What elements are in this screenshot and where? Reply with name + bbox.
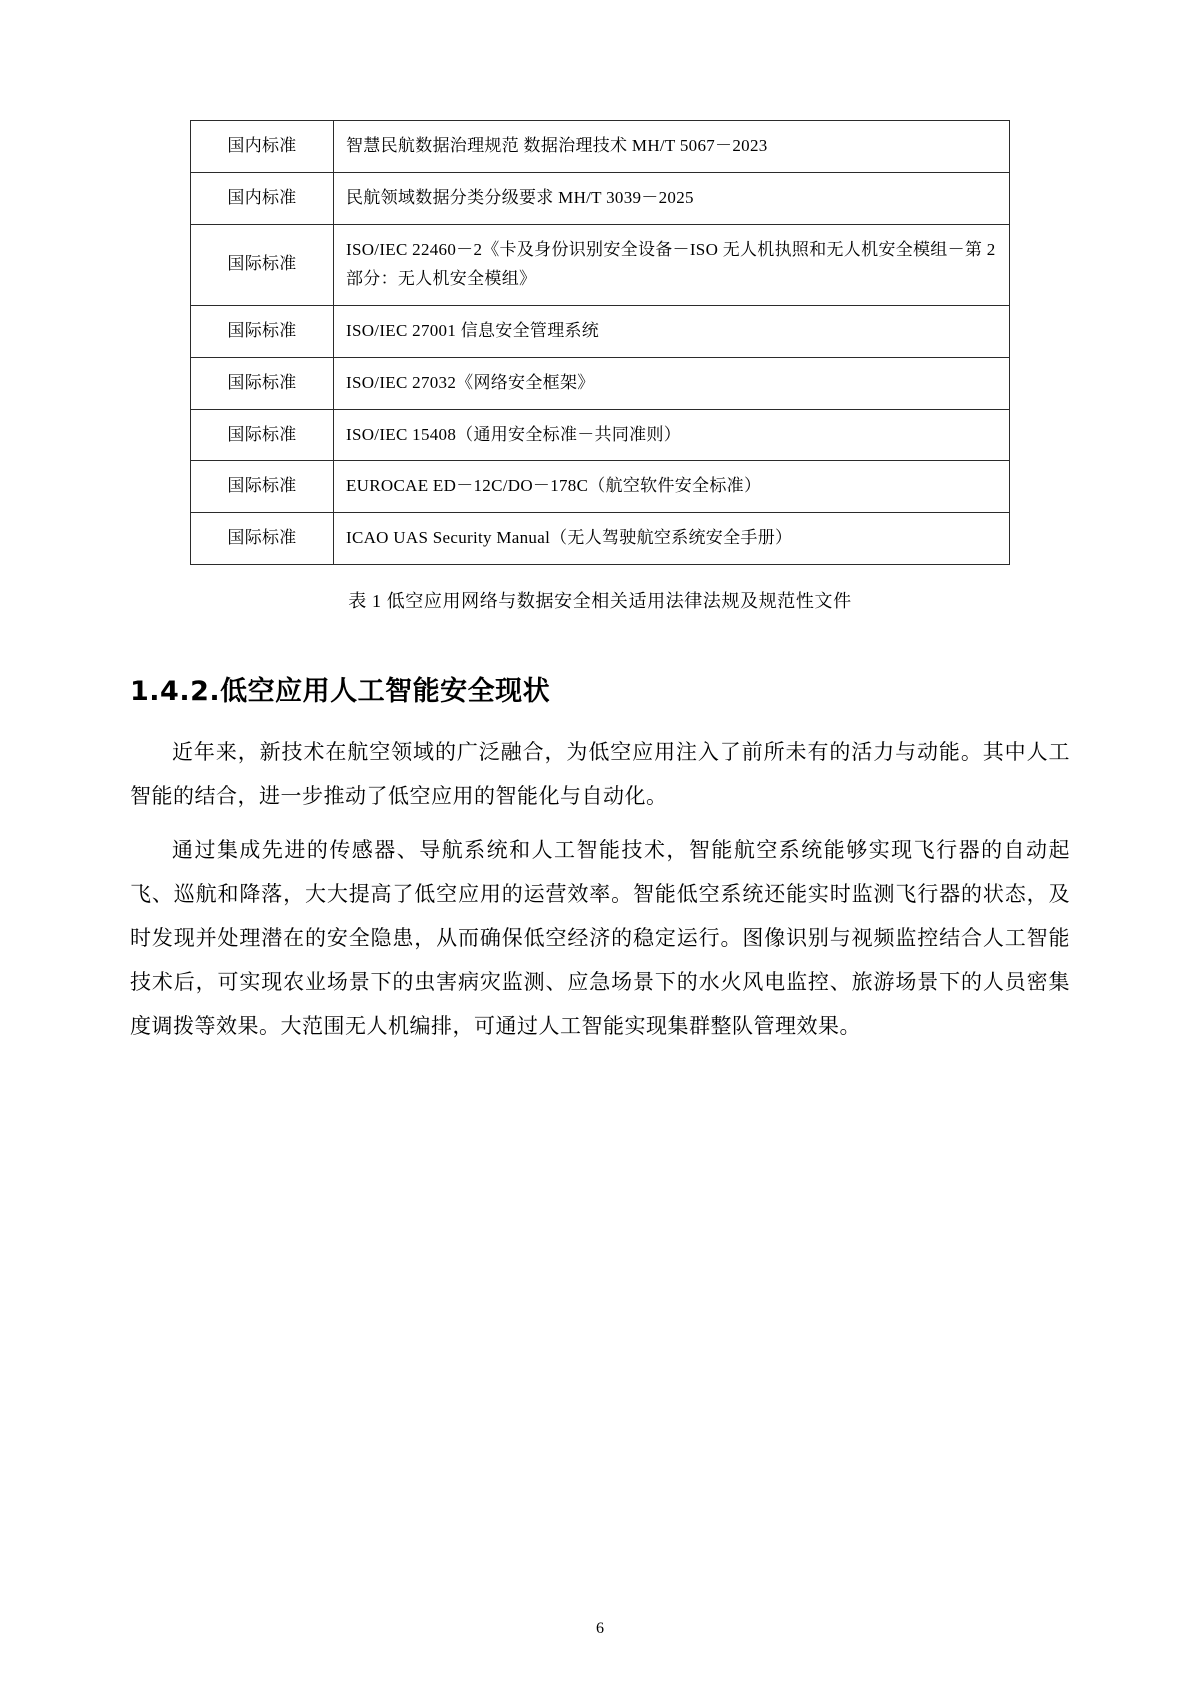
standards-table-body bbox=[191, 121, 1010, 565]
table-cell-description: ISO/IEC 15408（通用安全标准－共同准则） bbox=[334, 409, 1010, 461]
standards-table bbox=[190, 120, 1010, 565]
table-row bbox=[191, 224, 1010, 306]
table-cell-description: EUROCAE ED－12C/DO－178C（航空软件安全标准） bbox=[334, 461, 1010, 513]
table-cell-category: 国际标准 bbox=[191, 357, 334, 409]
table-cell-category: 国际标准 bbox=[191, 306, 334, 358]
table-caption: 表 1 低空应用网络与数据安全相关适用法律法规及规范性文件 bbox=[348, 590, 852, 611]
body-paragraph: 通过集成先进的传感器、导航系统和人工智能技术，智能航空系统能够实现飞行器的自动起飞、巡航和降落，大大提高了低空应用的运营效率。智能低空系统还能实时监测飞行器的状态，及时发现并处理潜在的安全隐患，从而确保低空经济的稳定运行。图像识别与视频监控结合人工智能技术后，可实现农业场景下的虫害病灾监测、应急场景下的水火风电监控、旅游场景下的人员密集度调拨等效果。大范围无人机编排，可通过人工智能实现集群整队管理效果。 bbox=[130, 837, 1070, 1039]
table-row bbox=[191, 172, 1010, 224]
table-cell-category: 国际标准 bbox=[191, 409, 334, 461]
table-cell-description: 民航领域数据分类分级要求 MH/T 3039－2025 bbox=[334, 172, 1010, 224]
body-paragraph: 近年来，新技术在航空领域的广泛融合，为低空应用注入了前所未有的活力与动能。其中人工智能的结合，进一步推动了低空应用的智能化与自动化。 bbox=[130, 739, 1070, 808]
table-cell-category: 国际标准 bbox=[191, 224, 334, 306]
page-number: 6 bbox=[596, 1620, 604, 1637]
table-cell-category: 国际标准 bbox=[191, 461, 334, 513]
table-row bbox=[191, 306, 1010, 358]
table-cell-description: ISO/IEC 22460－2《卡及身份识别安全设备－ISO 无人机执照和无人机安全模组－第 2 部分：无人机安全模组》 bbox=[334, 224, 1010, 306]
table-cell-category: 国际标准 bbox=[191, 513, 334, 565]
table-cell-description: 智慧民航数据治理规范 数据治理技术 MH/T 5067－2023 bbox=[334, 121, 1010, 173]
table-cell-description: ISO/IEC 27032《网络安全框架》 bbox=[334, 357, 1010, 409]
table-row bbox=[191, 513, 1010, 565]
table-row bbox=[191, 357, 1010, 409]
table-cell-category: 国内标准 bbox=[191, 172, 334, 224]
table-cell-description: ICAO UAS Security Manual（无人驾驶航空系统安全手册） bbox=[334, 513, 1010, 565]
table-row bbox=[191, 461, 1010, 513]
table-cell-description: ISO/IEC 27001 信息安全管理系统 bbox=[334, 306, 1010, 358]
table-row bbox=[191, 409, 1010, 461]
table-cell-category: 国内标准 bbox=[191, 121, 334, 173]
table-row bbox=[191, 121, 1010, 173]
page-title: 1.4.2.低空应用人工智能安全现状 bbox=[130, 675, 551, 707]
